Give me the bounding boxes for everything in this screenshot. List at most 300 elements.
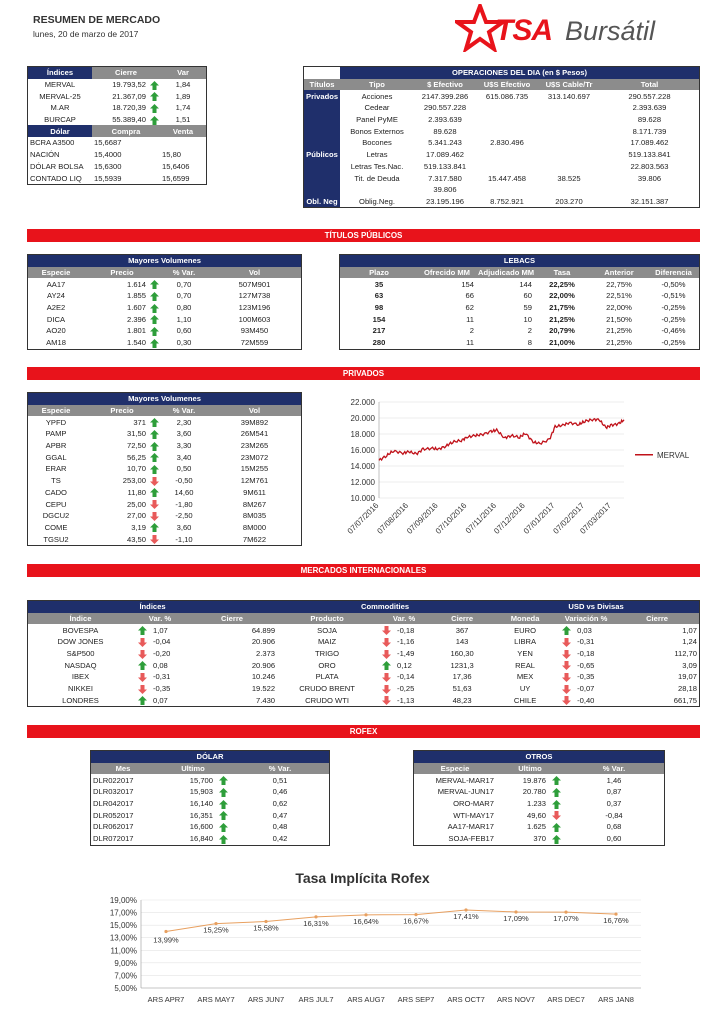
prv-header-especie: Especie <box>28 405 84 417</box>
op-tipo: Bonos Externos <box>350 126 404 136</box>
arrow-down-icon <box>382 638 391 647</box>
especie: WTI-MAY17 <box>453 810 494 820</box>
report-title: RESUMEN DE MERCADO <box>33 14 161 26</box>
internacionales-table <box>27 600 700 707</box>
especie: AO20 <box>46 326 66 336</box>
x-tick-label: 07/02/2017 <box>551 501 587 536</box>
diferencia: -0,25% <box>661 303 686 313</box>
tasa-series-line <box>166 910 616 931</box>
x-tick-label: 07/11/2016 <box>463 501 499 536</box>
mes: DLR052017 <box>93 810 134 820</box>
especie: GGAL <box>45 452 67 462</box>
moneda-cierre: 3,09 <box>682 660 697 670</box>
operaciones-row <box>304 137 699 149</box>
precio: 43,50 <box>126 534 146 544</box>
x-tick-label: 07/09/2016 <box>405 501 440 536</box>
indices-row <box>28 79 206 91</box>
index-name: MERVAL-25 <box>39 91 81 101</box>
arrow-down-icon <box>150 500 159 509</box>
op-pesos: 23.195.196 <box>425 196 464 206</box>
producto: SOJA <box>317 625 337 635</box>
intl-indices-title: Índices <box>28 601 277 613</box>
op-header-titulos: Títulos <box>304 79 340 91</box>
volumen: 123M196 <box>238 303 271 313</box>
op-tipo: Acciones <box>361 91 393 101</box>
y-tick-label: 18.000 <box>350 430 375 439</box>
op-total <box>600 184 699 196</box>
arrow-up-icon <box>150 453 159 462</box>
ro-header-ultimo: Ultimo <box>496 763 564 775</box>
intl-row <box>28 648 699 660</box>
tasa-implicita-chart <box>95 890 655 1014</box>
intl-header-variacion: Variación % <box>557 613 615 625</box>
dolar-compra: 15,6300 <box>94 161 122 171</box>
precio: 3,19 <box>131 522 146 532</box>
indice-var: -0,20 <box>153 649 171 659</box>
volumen: 12M761 <box>240 476 269 486</box>
data-label: 16,31% <box>303 918 329 928</box>
rofex-otros-row <box>414 786 664 798</box>
producto-cierre: 1231,3 <box>450 660 474 670</box>
ofrecido: 11 <box>466 314 474 324</box>
logo-bursatil-text: Bursátil <box>565 16 656 46</box>
x-tick-label: ARS JAN8 <box>598 995 634 1004</box>
precio: 11,80 <box>127 487 146 497</box>
volumen: 507M901 <box>238 279 271 289</box>
op-pesos: 39.806 <box>433 185 457 195</box>
adjudicado: 10 <box>523 314 532 324</box>
op-header-pesos: $ Efectivo <box>414 79 476 91</box>
tasa: 20,79% <box>549 326 575 336</box>
y-tick-label: 15,00% <box>109 921 137 931</box>
data-label: 17,07% <box>553 914 579 924</box>
op-pesos: 290.557.228 <box>423 103 467 113</box>
intl-header-cierre2: Cierre <box>431 613 493 625</box>
op-header-usd: U$S Efectivo <box>476 79 538 91</box>
precio: 31,50 <box>126 429 146 439</box>
precio: 56,25 <box>126 452 146 462</box>
ro-header-especie: Especie <box>414 763 496 775</box>
op-tipo: Letras Tes.Nac. <box>350 161 404 171</box>
data-label: 15,25% <box>203 925 229 935</box>
legend-label: MERVAL <box>657 450 690 460</box>
indice: NIKKEI <box>68 684 93 694</box>
op-pesos: 89.628 <box>433 126 457 136</box>
indice: S&P500 <box>66 649 95 659</box>
moneda-cierre: 112,70 <box>674 649 697 659</box>
volume-row <box>28 428 301 440</box>
var-pct: 2,30 <box>176 417 192 427</box>
var-pct: 0,50 <box>176 464 192 474</box>
arrow-up-icon <box>150 418 159 427</box>
volumen: 26M541 <box>240 429 269 439</box>
precio: 1.540 <box>126 338 146 348</box>
volumen: 93M450 <box>240 326 269 336</box>
volumen: 23M265 <box>240 441 269 451</box>
privados-volumenes-table <box>27 392 302 546</box>
indices-row <box>28 102 206 114</box>
indice-cierre: 10.246 <box>251 672 276 682</box>
arrow-up-icon <box>219 823 228 832</box>
var-pct: -1,10 <box>175 534 193 544</box>
ofrecido: 154 <box>461 279 474 289</box>
op-usd <box>476 102 538 114</box>
venta-header: Venta <box>160 125 206 137</box>
especie: TS <box>51 476 61 486</box>
volume-row <box>28 475 301 487</box>
producto-var: -1,49 <box>397 649 415 659</box>
operaciones-row <box>304 161 699 173</box>
precio: 1.614 <box>126 279 146 289</box>
op-pesos: 2147.399.286 <box>421 91 469 101</box>
especie: COME <box>44 522 68 532</box>
mes: DLR062017 <box>93 822 134 832</box>
ultimo: 16,140 <box>189 799 213 809</box>
diferencia: -0,25% <box>661 314 686 324</box>
producto-cierre: 160,30 <box>450 649 474 659</box>
op-total: 290.557.228 <box>628 91 671 101</box>
var-pct: 3,30 <box>176 441 192 451</box>
dolar-compra: 15,4000 <box>94 150 122 160</box>
moneda-var: -0,18 <box>577 649 595 659</box>
ultimo: 15,700 <box>189 775 213 785</box>
ofrecido: 62 <box>465 303 474 313</box>
especie: APBR <box>45 441 67 451</box>
pv-header-vol: Vol <box>208 267 301 279</box>
arrow-up-icon <box>150 116 159 125</box>
index-name: M.AR <box>50 103 70 113</box>
var-pct: 1,10 <box>176 314 192 324</box>
ultimo: 16,600 <box>189 822 213 832</box>
intl-header-moneda: Moneda <box>493 613 557 625</box>
volume-row <box>28 522 301 534</box>
ofrecido: 2 <box>469 326 474 336</box>
indice-var: -0,04 <box>153 637 171 647</box>
arrow-up-icon <box>138 626 147 635</box>
x-tick-label: 07/12/2016 <box>492 501 527 536</box>
rofex-dolar-row <box>91 774 329 786</box>
anterior: 21,50% <box>606 314 632 324</box>
arrow-up-icon <box>150 81 159 90</box>
intl-row <box>28 671 699 683</box>
x-tick-label: 07/07/2016 <box>345 501 381 536</box>
arrow-down-icon <box>562 696 571 705</box>
var-pct: 0,70 <box>176 279 192 289</box>
op-tipo: Letras <box>366 150 388 160</box>
indices-header: Índices <box>28 67 92 79</box>
volume-row <box>28 313 301 325</box>
precio: 72,50 <box>126 441 146 451</box>
adjudicado: 8 <box>527 338 532 348</box>
arrow-down-icon <box>552 811 561 820</box>
op-pesos: 5.341.243 <box>428 138 462 148</box>
producto-cierre: 17,36 <box>452 672 472 682</box>
dolar-row <box>28 137 206 149</box>
op-total: 32.151.387 <box>630 196 669 206</box>
dolar-row <box>28 172 206 184</box>
operaciones-row <box>304 184 699 196</box>
especie: MERVAL-JUN17 <box>437 787 494 797</box>
x-tick-label: ARS JUL7 <box>298 995 334 1004</box>
var-pct: 3,60 <box>176 522 192 532</box>
op-cable <box>538 184 600 196</box>
arrow-up-icon <box>150 315 159 324</box>
indice-var: 0,08 <box>153 660 168 670</box>
var-pct: 0,42 <box>272 834 288 844</box>
moneda-var: -0,65 <box>577 660 595 670</box>
volume-row <box>28 510 301 522</box>
volumen: 23M072 <box>240 452 269 462</box>
arrow-up-icon <box>552 800 561 809</box>
arrow-up-icon <box>150 280 159 289</box>
precio: 25,00 <box>126 499 146 509</box>
y-tick-label: 17,00% <box>109 908 137 918</box>
especie: CEPU <box>45 499 67 509</box>
tsa-logo <box>455 4 705 54</box>
arrow-up-icon <box>150 327 159 336</box>
op-tipo <box>340 184 414 196</box>
lb-header-plazo: Plazo <box>340 267 418 279</box>
op-cable <box>538 125 600 137</box>
arrow-up-icon <box>219 811 228 820</box>
arrow-up-icon <box>150 339 159 348</box>
indice: BOVESPA <box>62 625 99 635</box>
rofex-dolar-row <box>91 809 329 821</box>
rofex-otros-row <box>414 821 664 833</box>
rofex-dolar-title: DÓLAR <box>91 751 329 763</box>
especie: CADO <box>45 487 67 497</box>
var-pct: 0,37 <box>606 799 622 809</box>
intl-row <box>28 659 699 671</box>
ofrecido: 11 <box>466 338 474 348</box>
y-tick-label: 13,00% <box>109 933 137 943</box>
op-header-total: Total <box>600 79 699 91</box>
arrow-up-icon <box>219 788 228 797</box>
lb-header-diferencia: Diferencia <box>648 267 699 279</box>
producto-var: -1,13 <box>397 695 415 705</box>
producto-var: -0,25 <box>397 684 415 694</box>
adjudicado: 59 <box>523 303 532 313</box>
lebacs-row <box>340 337 699 349</box>
data-label: 17,09% <box>503 914 529 924</box>
rofex-dolar-row <box>91 833 329 845</box>
index-name: BURCAP <box>44 115 76 125</box>
x-tick-label: ARS MAY7 <box>197 995 235 1004</box>
index-var: 1,89 <box>175 91 191 101</box>
adjudicado: 144 <box>519 279 532 289</box>
volumen: 127M738 <box>238 291 271 301</box>
lebacs-row <box>340 302 699 314</box>
arrow-down-icon <box>562 685 571 694</box>
moneda-var: -0,40 <box>577 695 595 705</box>
producto-cierre: 51,63 <box>452 684 472 694</box>
pv-header-especie: Especie <box>28 267 84 279</box>
especie: AM18 <box>46 338 66 348</box>
arrow-down-icon <box>138 685 147 694</box>
indice-cierre: 19.522 <box>251 684 276 694</box>
producto: ORO <box>318 660 336 670</box>
volume-row <box>28 487 301 499</box>
precio: 1.801 <box>126 326 146 336</box>
precio: 253,00 <box>122 476 146 486</box>
anterior: 22,51% <box>606 291 632 301</box>
var-pct: -0,50 <box>175 476 193 486</box>
moneda-cierre: 1,07 <box>682 625 697 635</box>
moneda-var: -0,07 <box>577 684 595 694</box>
intl-row <box>28 695 699 707</box>
rofex-chart-title: Tasa Implícita Rofex <box>295 870 430 886</box>
op-usd: 8.752.921 <box>490 196 524 206</box>
volume-row <box>28 498 301 510</box>
tasa: 21,25% <box>549 314 575 324</box>
var-pct: 0,48 <box>272 822 288 832</box>
var-pct: 3,40 <box>176 452 192 462</box>
section-privados: PRIVADOS <box>27 367 700 380</box>
operaciones-row <box>304 102 699 114</box>
indice: NASDAQ <box>64 660 97 670</box>
index-var: 1,51 <box>175 115 191 125</box>
producto: CRUDO WTI <box>305 695 349 705</box>
lb-header-anterior: Anterior <box>590 267 648 279</box>
var-header: Var <box>160 67 206 79</box>
operaciones-row <box>304 125 699 137</box>
tasa: 21,00% <box>549 338 575 348</box>
especie: ORO-MAR7 <box>453 799 494 809</box>
dolar-venta: 15,6599 <box>162 173 190 183</box>
arrow-down-icon <box>382 673 391 682</box>
ultimo: 370 <box>533 834 546 844</box>
indice: LONDRES <box>62 695 99 705</box>
lb-header-ofrecido: Ofrecido MM <box>418 267 476 279</box>
arrow-up-icon <box>138 696 147 705</box>
intl-header-cierre1: Cierre <box>187 613 277 625</box>
prv-header-precio: Precio <box>84 405 160 417</box>
arrow-up-icon <box>552 776 561 785</box>
volumen: 72M559 <box>240 338 269 348</box>
arrow-down-icon <box>382 650 391 659</box>
moneda: CHILE <box>513 695 537 705</box>
moneda: UY <box>519 684 531 694</box>
y-tick-label: 9,00% <box>114 958 137 968</box>
op-usd <box>476 161 538 173</box>
volume-row <box>28 451 301 463</box>
producto-var: -0,14 <box>397 672 415 682</box>
especie: PAMP <box>45 429 67 439</box>
arrow-up-icon <box>552 835 561 844</box>
var-pct: 0,51 <box>272 775 288 785</box>
op-tipo: Tit. de Deuda <box>354 173 400 183</box>
arrow-up-icon <box>138 661 147 670</box>
op-usd: 2.830.496 <box>490 138 524 148</box>
arrow-down-icon <box>138 638 147 647</box>
rofex-dolar-row <box>91 821 329 833</box>
ultimo: 19.876 <box>522 775 546 785</box>
op-pesos: 519.133.841 <box>423 161 467 171</box>
volume-row <box>28 533 301 545</box>
arrow-up-icon <box>219 776 228 785</box>
indice-var: 0,07 <box>153 695 168 705</box>
dolar-name: BCRA A3500 <box>30 138 75 148</box>
data-label: 13,99% <box>153 935 179 945</box>
section-titulos-publicos: TÍTULOS PÚBLICOS <box>27 229 700 242</box>
indice-cierre: 2.373 <box>256 649 276 659</box>
op-cable: 313.140.697 <box>547 91 591 101</box>
ultimo: 1.625 <box>526 822 546 832</box>
op-header-tipo: Tipo <box>340 79 414 91</box>
precio: 2.396 <box>126 314 146 324</box>
data-label: 17,41% <box>453 911 479 921</box>
op-group <box>304 184 340 196</box>
op-group <box>304 114 340 126</box>
op-total: 8.171.739 <box>632 126 667 136</box>
var-pct: 0,80 <box>176 303 192 313</box>
y-tick-label: 10.000 <box>350 494 375 503</box>
operaciones-row <box>304 196 699 208</box>
arrow-up-icon <box>150 92 159 101</box>
prv-header-var: % Var. <box>160 405 208 417</box>
op-group <box>304 125 340 137</box>
op-cable <box>538 149 600 161</box>
especie: SOJA-FEB17 <box>448 834 494 844</box>
indice-var: 1,07 <box>153 625 168 635</box>
volume-row <box>28 290 301 302</box>
especie: MERVAL-MAR17 <box>435 775 494 785</box>
volume-row <box>28 440 301 452</box>
arrow-down-icon <box>150 512 159 521</box>
indices-row <box>28 114 206 126</box>
indice: IBEX <box>71 672 90 682</box>
ultimo: 15,903 <box>189 787 213 797</box>
dolar-venta <box>160 137 206 149</box>
op-group <box>304 102 340 114</box>
var-pct: 0,70 <box>176 291 192 301</box>
indice-cierre: 7.430 <box>256 695 276 705</box>
moneda-cierre: 661,75 <box>673 695 697 705</box>
producto-cierre: 367 <box>455 625 469 635</box>
moneda-cierre: 1,24 <box>682 637 697 647</box>
indice-cierre: 20.906 <box>251 660 276 670</box>
rd-header-mes: Mes <box>91 763 155 775</box>
op-pesos: 2.393.639 <box>428 115 462 125</box>
lebacs-row <box>340 278 699 290</box>
rofex-otros-row <box>414 809 664 821</box>
arrow-up-icon <box>562 626 571 635</box>
arrow-up-icon <box>382 661 391 670</box>
arrow-up-icon <box>150 292 159 301</box>
precio: 371 <box>133 417 146 427</box>
data-label: 16,64% <box>353 916 379 926</box>
indice-var: -0,35 <box>153 684 171 694</box>
mes: DLR032017 <box>93 787 134 797</box>
adjudicado: 2 <box>527 326 532 336</box>
diferencia: -0,46% <box>661 326 686 336</box>
intl-row <box>28 636 699 648</box>
x-tick-label: 07/10/2016 <box>433 501 469 536</box>
data-label: 16,67% <box>403 916 429 926</box>
rd-header-var: % Var. <box>231 763 329 775</box>
index-close: 21.367,09 <box>112 91 146 101</box>
data-label: 15,58% <box>253 923 279 933</box>
moneda: YEN <box>517 649 533 659</box>
volumen: 8M035 <box>242 511 267 521</box>
index-var: 1,74 <box>175 103 191 113</box>
operaciones-row <box>304 172 699 184</box>
volumen: 15M255 <box>240 464 269 474</box>
op-pesos: 7.317.580 <box>428 173 462 183</box>
anterior: 22,75% <box>606 279 632 289</box>
op-group <box>304 137 340 149</box>
especie: ERAR <box>45 464 67 474</box>
